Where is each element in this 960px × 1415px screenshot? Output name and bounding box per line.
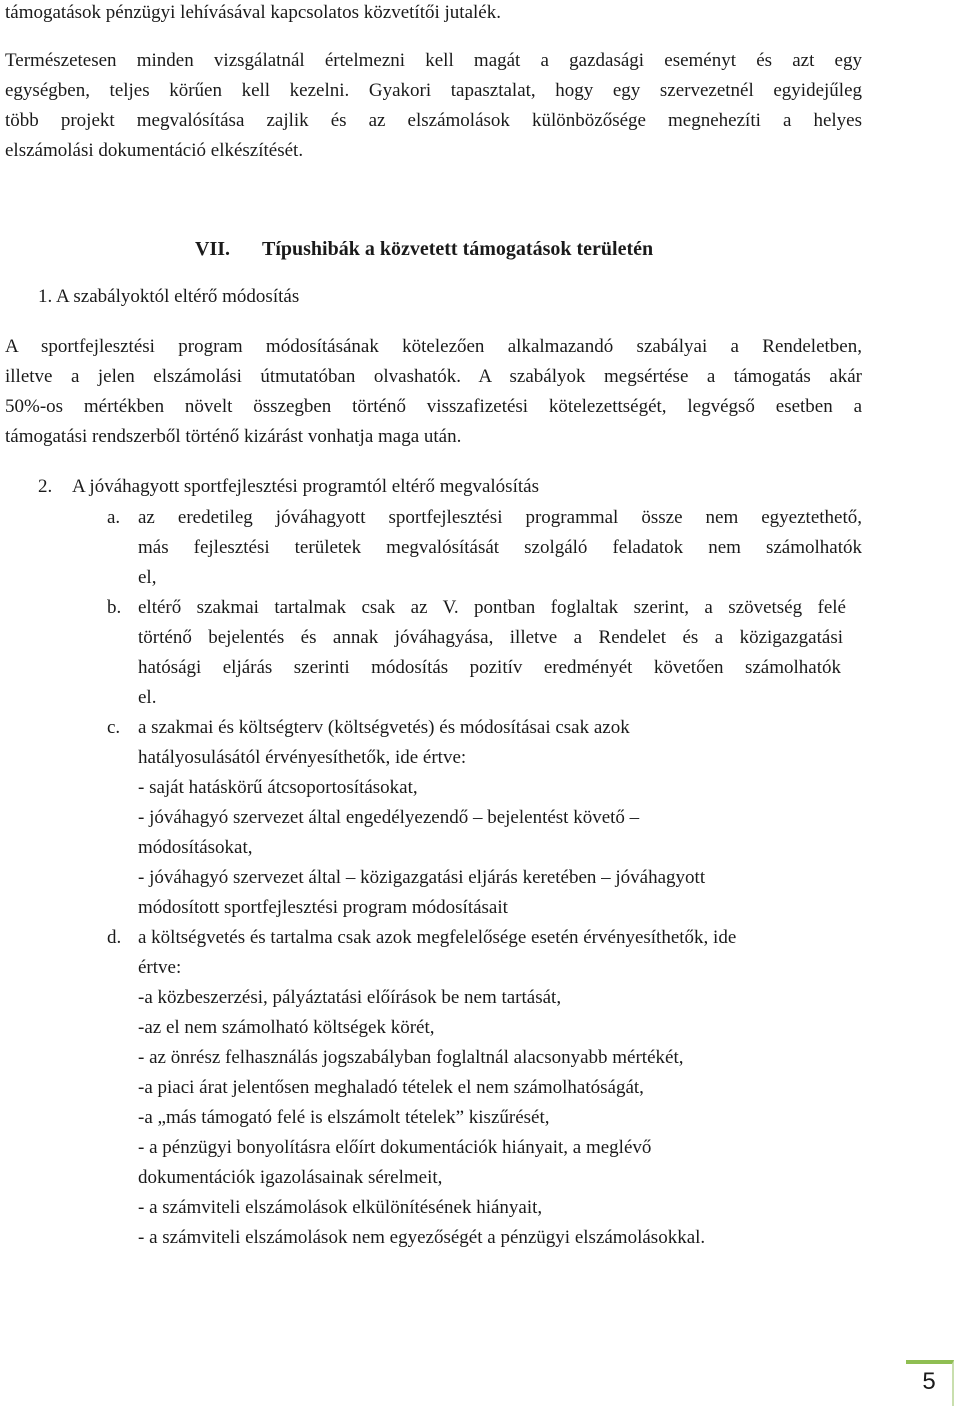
list-marker: d. — [107, 927, 122, 948]
list-item-line: módosításokat, — [138, 837, 253, 858]
chapter-number: VII. — [195, 238, 231, 260]
list-item-line: -a „más támogató felé is elszámolt tételek” kiszűrését, — [138, 1107, 550, 1128]
list-item-line: - jóváhagyó szervezet által – közigazgatási eljárás keretében – jóváhagyott — [138, 867, 706, 888]
intro-line: több projekt megvalósítása zajlik és az elszámolások különbözősége megnehezíti a helyes — [5, 110, 862, 131]
intro-line: egységben, teljes körűen kell kezelni. Gyakori tapasztalat, hogy egy szervezetnél egyidejűleg — [5, 80, 862, 101]
list-item-line: más fejlesztési területek megvalósítását szolgáló feladatok nem számolhatók — [138, 537, 862, 558]
list-item-line: történő bejelentés és annak jóváhagyása, illetve a Rendelet és a közigazgatási — [138, 627, 843, 648]
list-item-line: -az el nem számolható költségek körét, — [138, 1017, 435, 1038]
list-item-line: - az önrész felhasználás jogszabályban foglaltnál alacsonyabb mértékét, — [138, 1047, 684, 1068]
list-item-line: a szakmai és költségterv (költségvetés) és módosításai csak azok — [138, 717, 630, 738]
list-item-line: az eredetileg jóváhagyott sportfejlesztési programmal össze nem egyeztethető, — [138, 507, 862, 528]
list-marker: a. — [107, 507, 121, 528]
intro-line: elszámolási dokumentáció elkészítését. — [5, 140, 304, 161]
list-item-line: el, — [138, 567, 157, 588]
list-item-line: el. — [138, 687, 157, 708]
section-number: 2. — [38, 476, 53, 497]
list-item-line: - a számviteli elszámolások nem egyezőségét a pénzügyi elszámolásokkal. — [138, 1227, 706, 1248]
list-item-line: - a pénzügyi bonyolításra előírt dokumentációk hiányait, a meglévő — [138, 1137, 652, 1158]
paragraph-line: A sportfejlesztési program módosításának kötelezően alkalmazandó szabályai a Rendeletben, — [5, 336, 862, 357]
page-number: 5 — [922, 1368, 936, 1395]
list-marker: c. — [107, 717, 121, 738]
section-heading: A jóváhagyott sportfejlesztési programtól eltérő megvalósítás — [72, 476, 539, 497]
list-item-line: - saját hatáskörű átcsoportosításokat, — [138, 777, 418, 798]
list-item-line: hatósági eljárás szerinti módosítás pozitív eredményét követően számolhatók — [138, 657, 841, 678]
intro-line: támogatások pénzügyi lehívásával kapcsolatos közvetítői jutalék. — [5, 2, 501, 23]
section-heading: 1. A szabályoktól eltérő módosítás — [38, 286, 300, 307]
list-item-line: értve: — [138, 957, 182, 978]
list-marker: b. — [107, 597, 122, 618]
list-item-line: -a közbeszerzési, pályáztatási előírások be nem tartását, — [138, 987, 562, 1008]
list-item-line: -a piaci árat jelentősen meghaladó tételek el nem számolhatóságát, — [138, 1077, 644, 1098]
list-item-line: dokumentációk igazolásainak sérelmeit, — [138, 1167, 443, 1188]
chapter-title: Típushibák a közvetett támogatások területén — [262, 238, 654, 260]
paragraph-line: támogatási rendszerből történő kizárást vonhatja maga után. — [5, 426, 462, 447]
list-item-line: - a számviteli elszámolások elkülönítésének hiányait, — [138, 1197, 543, 1218]
list-item-line: eltérő szakmai tartalmak csak az V. pontban foglaltak szerint, a szövetség felé — [138, 597, 846, 618]
list-item-line: a költségvetés és tartalma csak azok megfelelősége esetén érvényesíthetők, ide — [138, 927, 737, 948]
list-item-line: hatályosulásától érvényesíthetők, ide értve: — [138, 747, 467, 768]
list-item-line: - jóváhagyó szervezet által engedélyezendő – bejelentést követő – — [138, 807, 640, 828]
paragraph-line: 50%-os mértékben növelt összegben történő visszafizetési kötelezettségét, legvégső esetben a — [5, 396, 862, 417]
paragraph-line: illetve a jelen elszámolási útmutatóban olvashatók. A szabályok megsértése a támogatás akár — [5, 366, 862, 387]
list-item-line: módosított sportfejlesztési program módosításait — [138, 897, 508, 918]
intro-line: Természetesen minden vizsgálatnál értelmezni kell magát a gazdasági eseményt és azt egy — [5, 50, 862, 71]
